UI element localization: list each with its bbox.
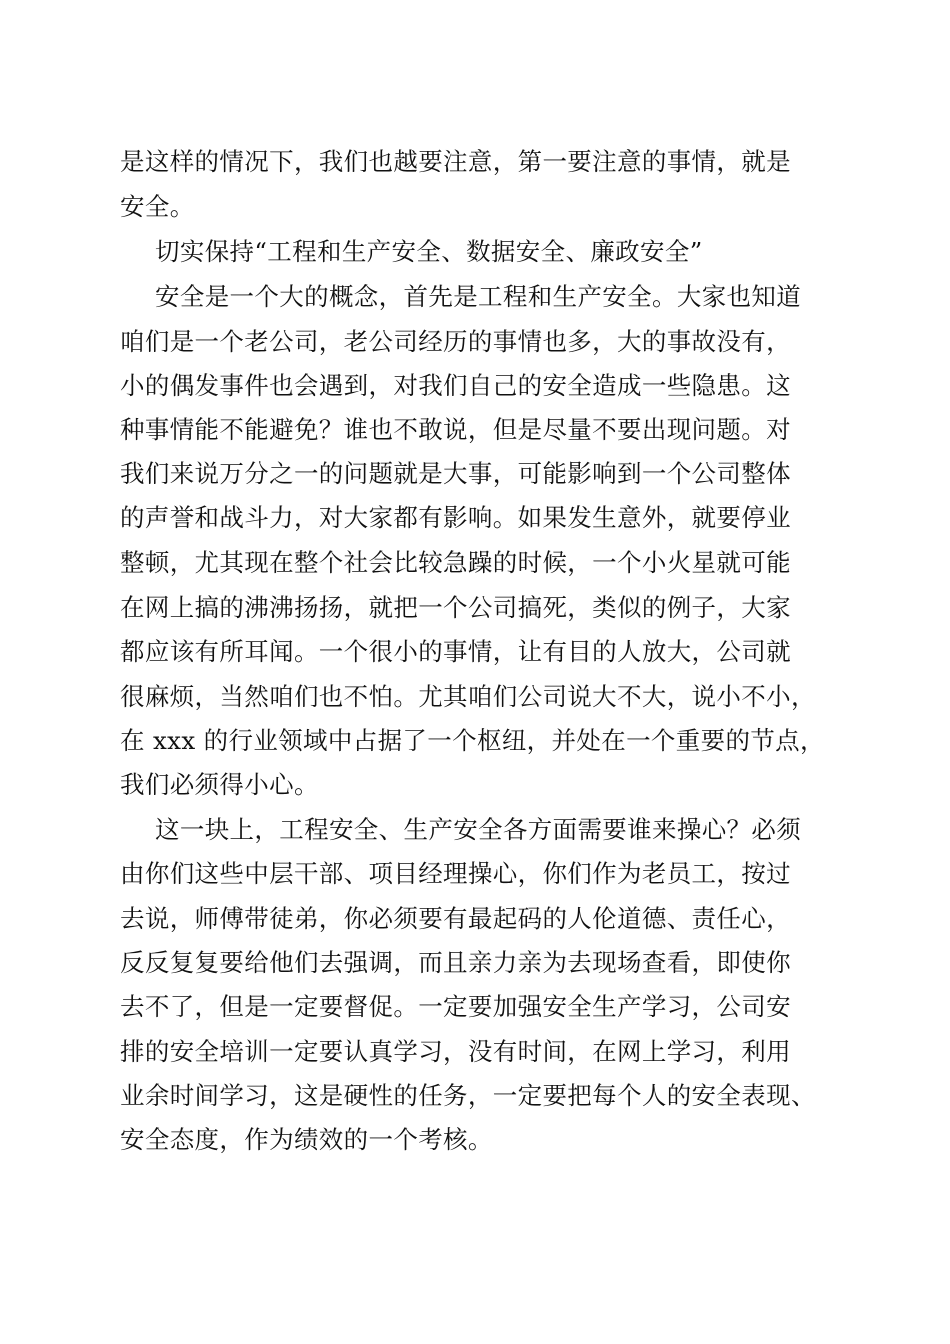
- text-line: 由你们这些中层干部、项目经理操心，你们作为老员工，按过: [120, 859, 791, 888]
- text-line: 业余时间学习，这是硬性的任务，一定要把每个人的安全表现、: [120, 1081, 816, 1110]
- section-heading: 切实保持“工程和生产安全、数据安全、廉政安全”: [155, 237, 703, 266]
- text-line: 安全。: [120, 192, 195, 221]
- text-line: 我们来说万分之一的问题就是大事，可能影响到一个公司整体: [120, 459, 791, 488]
- text-line: 安全态度，作为绩效的一个考核。: [120, 1125, 493, 1154]
- text-line: 都应该有所耳闻。一个很小的事情，让有目的人放大，公司就: [120, 637, 791, 666]
- text-line: 去说，师傅带徒弟，你必须要有最起码的人伦道德、责任心，: [120, 904, 791, 933]
- text-line: 在 xxx 的行业领域中占据了一个枢纽，并处在一个重要的节点，: [120, 726, 825, 755]
- text-line: 的声誉和战斗力，对大家都有影响。如果发生意外，就要停业: [120, 503, 791, 532]
- text-line: 去不了，但是一定要督促。一定要加强安全生产学习，公司安: [120, 992, 791, 1021]
- text-line: 是这样的情况下，我们也越要注意，第一要注意的事情，就是: [120, 147, 791, 176]
- text-line: 种事情能不能避免？谁也不敢说，但是尽量不要出现问题。对: [120, 415, 791, 444]
- text-line: 我们必须得小心。: [120, 770, 319, 799]
- text-line: 排的安全培训一定要认真学习，没有时间，在网上学习，利用: [120, 1037, 791, 1066]
- text-line: 在网上搞的沸沸扬扬，就把一个公司搞死，类似的例子，大家: [120, 593, 791, 622]
- text-line: 咱们是一个老公司，老公司经历的事情也多，大的事故没有，: [120, 327, 791, 356]
- text-line: 很麻烦，当然咱们也不怕。尤其咱们公司说大不大，说小不小，: [120, 682, 816, 711]
- paragraph-start: 安全是一个大的概念，首先是工程和生产安全。大家也知道: [155, 282, 802, 311]
- text-line: 小的偶发事件也会遇到，对我们自己的安全造成一些隐患。这: [120, 371, 791, 400]
- text-line: 反反复复要给他们去强调，而且亲力亲为去现场查看，即使你: [120, 948, 791, 977]
- text-line: 整顿，尤其现在整个社会比较急躁的时候，一个小火星就可能: [120, 548, 791, 577]
- paragraph-start: 这一块上，工程安全、生产安全各方面需要谁来操心？必须: [155, 815, 802, 844]
